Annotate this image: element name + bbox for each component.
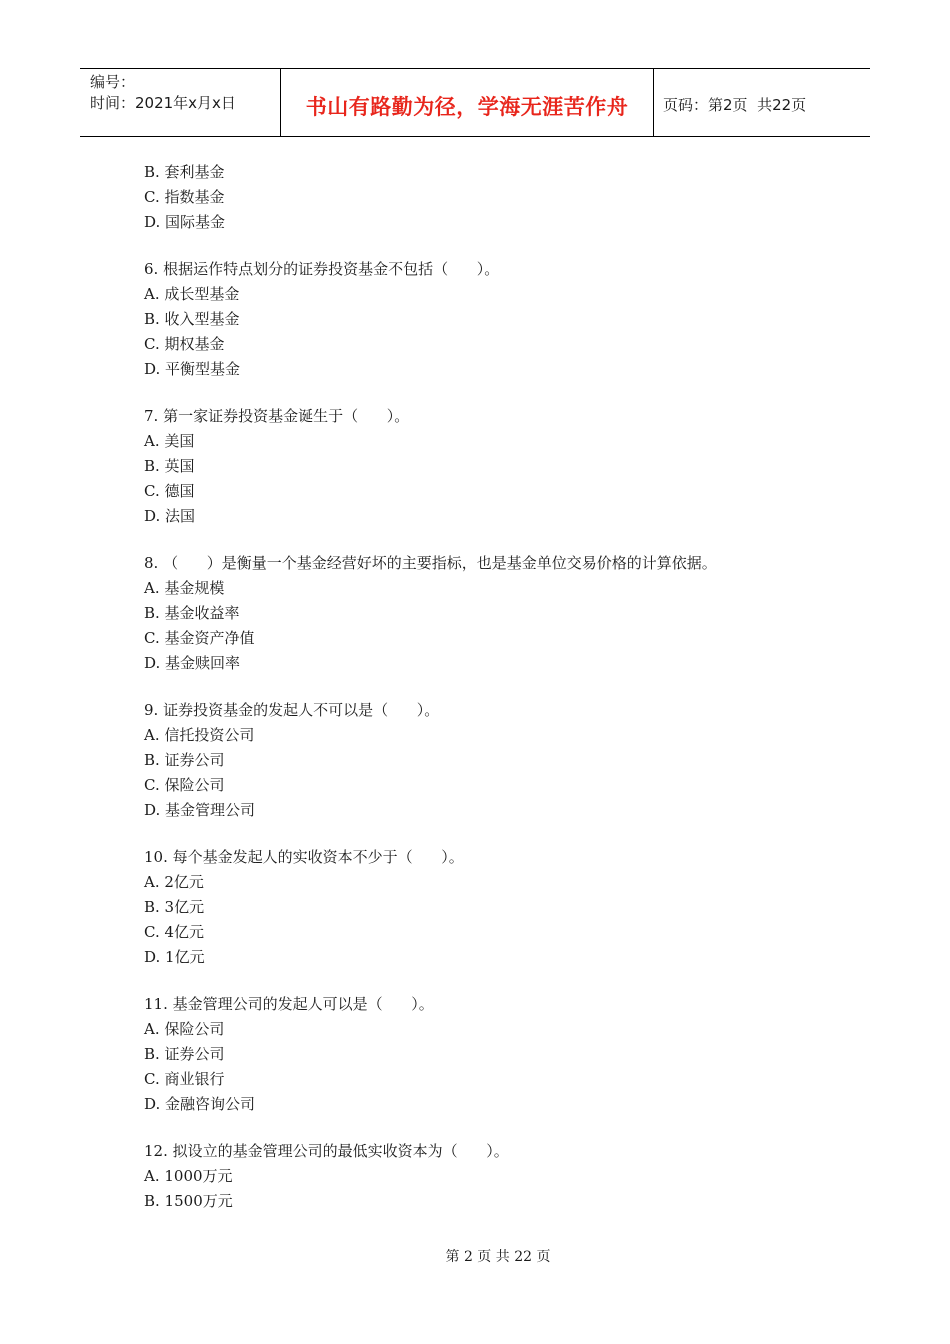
question-text: 12. 拟设立的基金管理公司的最低实收资本为（ ）。	[144, 1142, 509, 1160]
answer-option: B. 收入型基金	[144, 310, 240, 328]
answer-option: B. 3亿元	[144, 898, 205, 916]
question-block	[144, 845, 844, 970]
answer-option: D. 金融咨询公司	[144, 1095, 256, 1113]
block-spacer	[144, 235, 844, 257]
header-motto-cell	[281, 69, 654, 136]
question-text: 6. 根据运作特点划分的证券投资基金不包括（ ）。	[144, 260, 500, 278]
answer-option: D. 基金管理公司	[144, 801, 256, 819]
answer-option: B. 套利基金	[144, 163, 225, 181]
page-header	[80, 68, 870, 137]
answer-option: D. 1亿元	[144, 948, 205, 966]
question-block	[144, 160, 844, 235]
header-page-info: 页码：第2页 共22页	[663, 96, 807, 114]
answer-option: B. 英国	[144, 457, 195, 475]
answer-option: A. 成长型基金	[144, 285, 240, 303]
answer-option: D. 平衡型基金	[144, 360, 241, 378]
answer-option: B. 1500万元	[144, 1192, 233, 1210]
document-number-label: 编号：	[90, 73, 136, 91]
question-text: 9. 证券投资基金的发起人不可以是（ ）。	[144, 701, 440, 719]
block-spacer	[144, 970, 844, 992]
answer-option: B. 基金收益率	[144, 604, 240, 622]
question-block	[144, 257, 844, 382]
question-block	[144, 404, 844, 529]
header-meta	[80, 69, 281, 136]
answer-option: C. 4亿元	[144, 923, 205, 941]
question-block	[144, 698, 844, 823]
question-block	[144, 551, 844, 676]
header-page-info-cell	[654, 69, 870, 136]
header-motto: 书山有路勤为径，学海无涯苦作舟	[305, 94, 629, 119]
question-block	[144, 992, 844, 1117]
answer-option: C. 保险公司	[144, 776, 225, 794]
answer-option: A. 保险公司	[144, 1020, 225, 1038]
block-spacer	[144, 1117, 844, 1139]
answer-option: C. 商业银行	[144, 1070, 225, 1088]
answer-option: C. 指数基金	[144, 188, 225, 206]
question-block	[144, 1139, 844, 1214]
answer-option: C. 德国	[144, 482, 195, 500]
question-text: 8. （ ）是衡量一个基金经营好坏的主要指标，也是基金单位交易价格的计算依据。	[144, 554, 717, 572]
answer-option: A. 1000万元	[144, 1167, 233, 1185]
answer-option: A. 2亿元	[144, 873, 204, 891]
block-spacer	[144, 529, 844, 551]
answer-option: D. 基金赎回率	[144, 654, 241, 672]
block-spacer	[144, 823, 844, 845]
answer-option: A. 基金规模	[144, 579, 225, 597]
page-footer: 第 2 页 共 22 页	[445, 1249, 551, 1265]
answer-option: A. 美国	[144, 432, 195, 450]
block-spacer	[144, 676, 844, 698]
document-date-label: 时间：2021年x月x日	[90, 94, 236, 112]
question-list	[144, 160, 844, 1214]
question-text: 10. 每个基金发起人的实收资本不少于（ ）。	[144, 848, 464, 866]
question-text: 7. 第一家证券投资基金诞生于（ ）。	[144, 407, 410, 425]
answer-option: B. 证券公司	[144, 1045, 225, 1063]
answer-option: C. 基金资产净值	[144, 629, 255, 647]
block-spacer	[144, 382, 844, 404]
answer-option: D. 法国	[144, 507, 196, 525]
question-text: 11. 基金管理公司的发起人可以是（ ）。	[144, 995, 434, 1013]
answer-option: A. 信托投资公司	[144, 726, 255, 744]
answer-option: C. 期权基金	[144, 335, 225, 353]
answer-option: B. 证券公司	[144, 751, 225, 769]
answer-option: D. 国际基金	[144, 213, 226, 231]
